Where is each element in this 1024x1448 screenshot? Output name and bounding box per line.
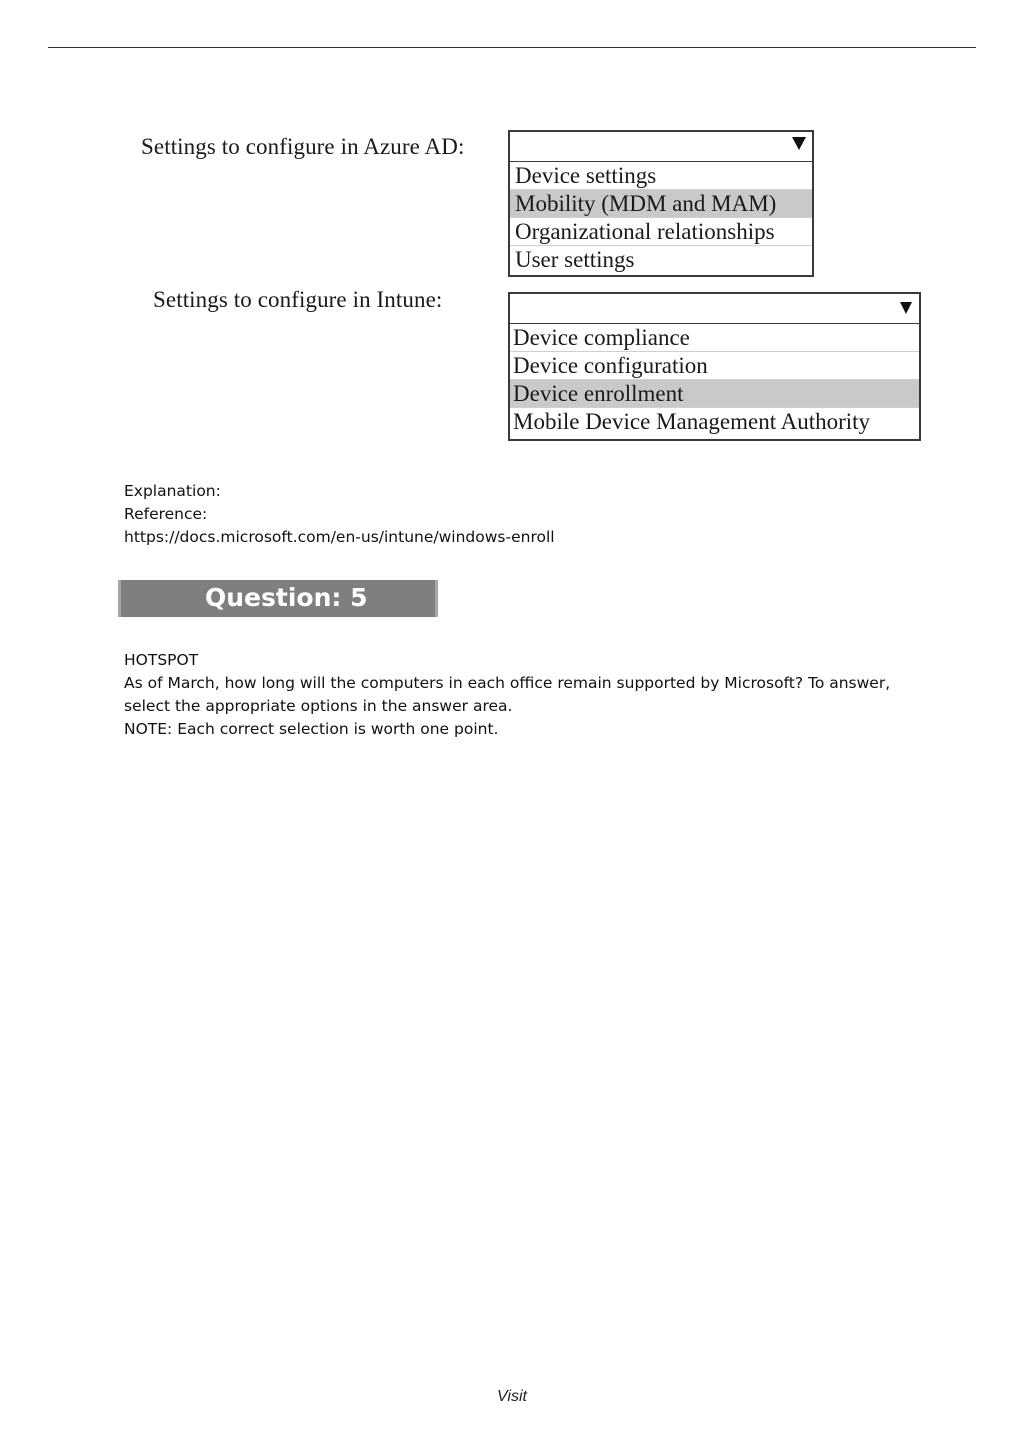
question-banner [118,580,438,617]
azure-ad-label: Settings to configure in Azure AD: [141,134,465,159]
intune-select[interactable] [510,294,919,324]
question-title: Question: 5 [205,583,368,612]
intune-option-mdm-authority[interactable]: Mobile Device Management Authority [513,409,871,434]
azure-option-device-settings[interactable]: Device settings [510,162,812,190]
question-note: NOTE: Each correct selection is worth one point. [124,720,499,738]
intune-option-device-configuration[interactable]: Device configuration [510,352,919,380]
footer-visit[interactable]: Visit [497,1388,527,1405]
intune-option-device-enrollment[interactable]: Device enrollment [510,380,919,408]
reference-heading: Reference: [124,505,208,523]
azure-option-organizational-relationships[interactable]: Organizational relationships [510,218,812,246]
azure-option-user-settings[interactable]: User settings [515,247,635,272]
reference-link[interactable]: https://docs.microsoft.com/en-us/intune/windows-enroll [124,528,555,546]
azure-ad-dropdown[interactable] [508,130,814,277]
question-type: HOTSPOT [124,651,199,669]
azure-ad-select[interactable] [510,132,812,162]
azure-option-mobility[interactable]: Mobility (MDM and MAM) [510,190,812,218]
caret-down-icon[interactable] [792,137,806,150]
intune-option-device-compliance[interactable]: Device compliance [510,324,919,352]
intune-label: Settings to configure in Intune: [153,287,443,312]
question-text-line-1: As of March, how long will the computers in each office remain supported by Microsoft? To answer, [124,674,891,692]
intune-dropdown[interactable] [508,292,921,441]
explanation-heading: Explanation: [124,482,221,500]
caret-down-icon[interactable] [900,302,912,314]
question-text-line-2: select the appropriate options in the answer area. [124,697,513,715]
top-divider [48,47,976,48]
